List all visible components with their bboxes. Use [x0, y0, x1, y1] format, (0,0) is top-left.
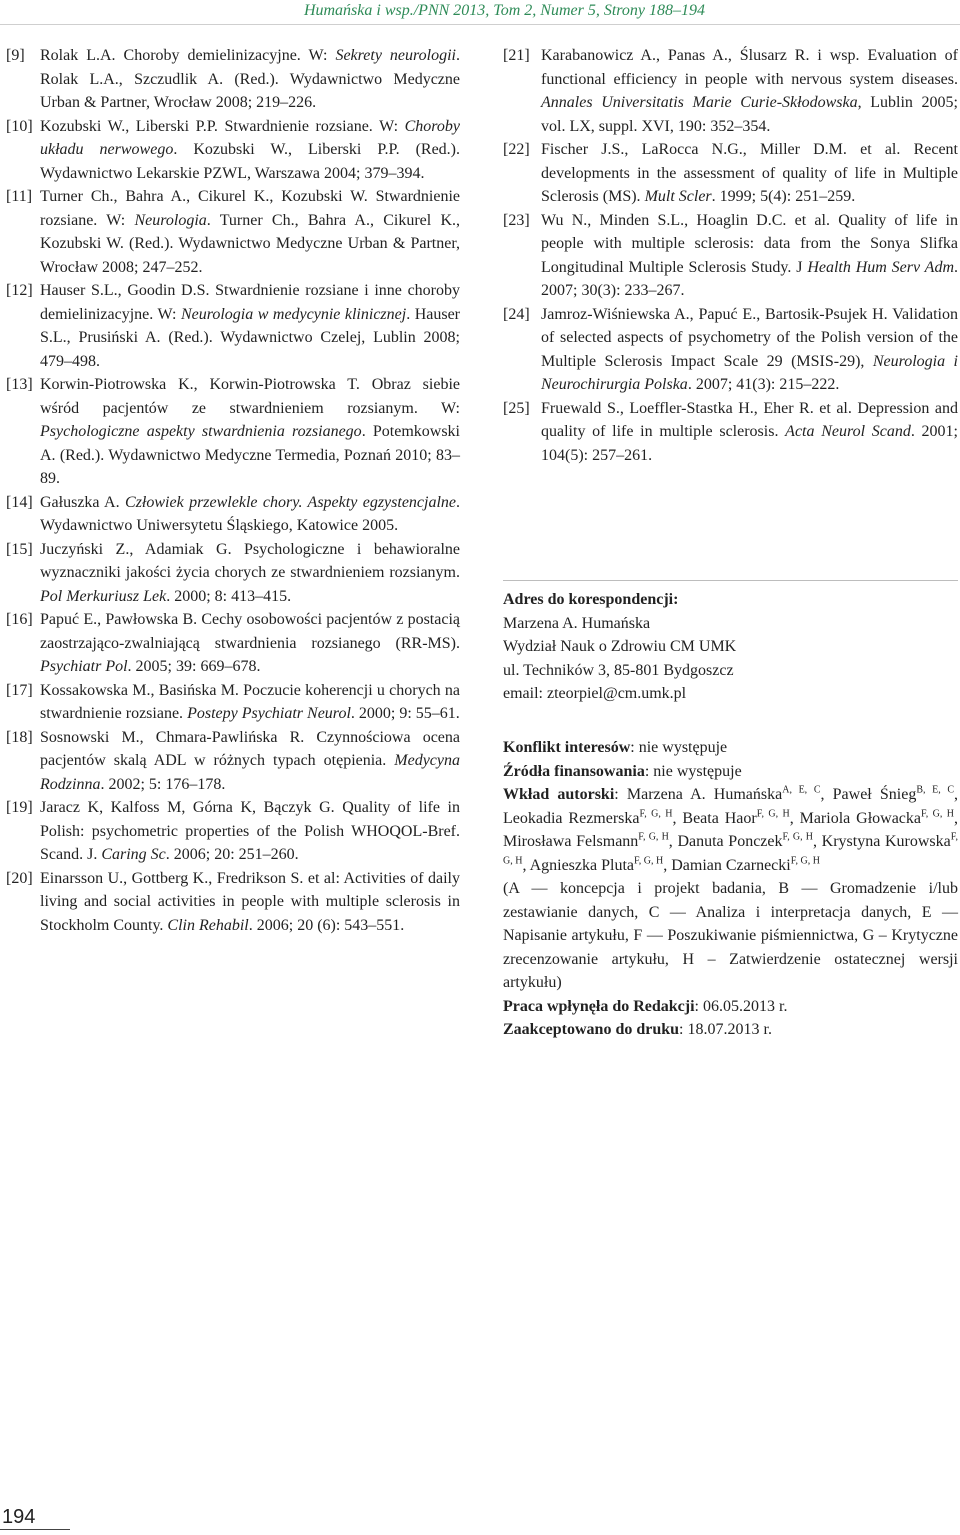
reference-item	[0, 608, 460, 679]
reference-item	[0, 796, 460, 867]
reference-item	[503, 44, 958, 138]
reference-number: [10]	[6, 117, 33, 135]
reference-number: [11]	[6, 188, 33, 205]
reference-number: [15]	[6, 540, 33, 558]
reference-number: [21]	[503, 47, 530, 64]
reference-item	[0, 867, 460, 938]
running-header: Humańska i wsp./PNN 2013, Tom 2, Numer 5, Strony 188–194	[303, 2, 705, 19]
reference-number: [12]	[6, 282, 33, 299]
reference-number: [24]	[503, 305, 530, 323]
reference-text: Jamroz-Wiśniewska A., Papuć E., Bartosik-Psujek H. Validation of selected aspects of psychometry of the Polish version of the Multiple Sclerosis Impact Scale 29 (MSIS-29), Neurologia i Neurochirurgia Polska. 2007; 41(3): 215–222.	[541, 305, 958, 393]
correspondence-email: email: zteorpiel@cm.umk.pl	[503, 685, 687, 702]
references-right-column	[503, 44, 958, 467]
reference-item	[0, 726, 460, 797]
reference-number: [14]	[6, 493, 33, 511]
references-left-column	[0, 44, 460, 937]
reference-text: Karabanowicz A., Panas A., Ślusarz R. i wsp. Evaluation of functional efficiency in people with nervous system diseases. Annales Universitatis Marie Curie-Skłodowska, Lublin 2005; vol. LX, suppl. XVI, 190: 352–354.	[541, 47, 959, 135]
funding-label: Źródła finansowania	[503, 762, 645, 780]
reference-text: Kossakowska M., Basińska M. Poczucie koherencji u chorych na stwardnienie rozsiane. Postepy Psychiatr Neurol. 2000; 9: 55–61.	[40, 681, 460, 722]
reference-item	[0, 491, 460, 538]
reference-item	[0, 279, 460, 373]
reference-number: [18]	[6, 728, 33, 746]
reference-number: [22]	[503, 141, 530, 158]
reference-item	[503, 397, 958, 468]
section-divider	[503, 580, 958, 581]
article-metadata: Konflikt interesów: nie występuje Źródła finansowania: nie występuje Wkład autorski: Marzena A. Humańska$^{A, E, C}$, Paweł Śnieg$^{B, E, C}$, Leokadia Rezmerska$^{F, G, H}$, Beata Haor$^{F, G, H}$, Mariola Głowacka$^{F, G, H}$, Mirosława Felsmann$^{F, G, H}$, Danuta Ponczek$^{F, G, H}$, Krystyna Kurowska$^{F, G, H}$, Agnieszka Pluta$^{F, G, H}$, Damian Czarnecki$^{F, G, H}$ (A — koncepcja i projekt badania, B — Gromadzenie i/lub zestawianie danych, C — Analiza i interpretacja danych, E — Napisanie artykułu, F — Poszukiwanie piśmiennictwa, G – Krytyczne zrecenzowanie artykułu, H – Zatwierdzenie ostatecznej wersji artykułu) Praca wpłynęła do Redakcji: 06.05.2013 r. Zaakceptowano do druku: 18.07.2013 r.	[503, 739, 959, 1038]
correspondence-address: ul. Techników 3, 85-801 Bydgoszcz	[503, 661, 734, 679]
received-date: 06.05.2013 r.	[703, 997, 788, 1015]
reference-text: Fruewald S., Loeffler-Stastka H., Eher R. et al. Depression and quality of life in multiple sclerosis. Acta Neurol Scand. 2001; 104(5): 257–261.	[541, 399, 959, 464]
page-number-rule	[0, 1529, 70, 1530]
correspondence-block: Adres do korespondencji: Marzena A. Humańska Wydział Nauk o Zdrowiu CM UMK ul. Techników 3, 85-801 Bydgoszcz email: zteorpiel@cm.umk.pl	[503, 588, 958, 706]
reference-item	[0, 185, 460, 279]
reference-item	[503, 138, 958, 209]
reference-text: Sosnowski M., Chmara-Pawlińska R. Czynnościowa ocena pacjentów skalą ADL w różnych typach otępienia. Medycyna Rodzinna. 2002; 5: 176–178.	[40, 728, 460, 793]
reference-text: Einarsson U., Gottberg K., Fredrikson S. et al: Activities of daily living and social activities in people with multiple sclerosis in Stockholm County. Clin Rehabil. 2006; 20 (6): 543–551.	[40, 869, 460, 934]
correspondence-name: Marzena A. Humańska	[503, 614, 651, 632]
reference-text: Hauser S.L., Goodin D.S. Stwardnienie rozsiane i inne choroby demielinizacyjne. W: Neurologia w medycynie klinicznej. Hauser S.L., Prusiński A. (Red.). Wydawnictwo Czelej, Lublin 2008; 479–498.	[40, 282, 461, 370]
reference-text: Papuć E., Pawłowska B. Cechy osobowości pacjentów z postacią zaostrzająco-zwalniającą stwardnienia rozsianego (RR-MS). Psychiatr Pol. 2005; 39: 669–678.	[40, 611, 460, 675]
reference-item	[503, 303, 958, 397]
contribution-authors: Marzena A. Humańska$^{A, E, C}$, Paweł Śnieg$^{B, E, C}$, Leokadia Rezmerska$^{F, G, H}$, Beata Haor$^{F, G, H}$, Mariola Głowacka$^{F, G, H}$, Mirosława Felsmann$^{F, G, H}$, Danuta Ponczek$^{F, G, H}$, Krystyna Kurowska$^{F, G, H}$, Agnieszka Pluta$^{F, G, H}$, Damian Czarnecki$^{F, G, H}$	[503, 784, 959, 874]
reference-text: Fischer J.S., LaRocca N.G., Miller D.M. et al. Recent developments in the assessment of quality of life in Multiple Sclerosis (MS). Mult Scler. 1999; 5(4): 251–259.	[541, 141, 958, 205]
funding-value: nie występuje	[653, 762, 742, 780]
reference-number: [17]	[6, 681, 33, 699]
reference-number: [9]	[6, 47, 25, 64]
reference-number: [19]	[6, 799, 33, 816]
correspondence-institution: Wydział Nauk o Zdrowiu CM UMK	[503, 638, 737, 655]
contribution-legend: (A — koncepcja i projekt badania, B — Gromadzenie i/lub zestawianie danych, C — Analiza i interpretacja danych, E — Napisanie artykułu, F — Poszukiwanie piśmiennictwa, G – Krytyczne zrecenzowanie artykułu, H – Zatwierdzenie ostatecznej wersji artykułu)	[503, 880, 958, 991]
reference-text: Jaracz K, Kalfoss M, Górna K, Bączyk G. Quality of life in Polish: psychometric properties of the Polish WHOQOL-Bref. Scand. J. Caring Sc. 2006; 20: 251–260.	[40, 799, 460, 863]
correspondence-label: Adres do korespondencji	[503, 591, 674, 608]
conflict-label: Konflikt interesów	[503, 739, 631, 756]
reference-text: Rolak L.A. Choroby demielinizacyjne. W: Sekrety neurologii. Rolak L.A., Szczudlik A. (Red.). Wydawnictwo Medyczne Urban & Partner, Wrocław 2008; 219–226.	[40, 47, 460, 111]
reference-text: Turner Ch., Bahra A., Cikurel K., Kozubski W. Stwardnienie rozsiane. W: Neurologia. Turner Ch., Bahra A., Cikurel K., Kozubski W. (Red.). Wydawnictwo Medyczne Urban & Partner, Wrocław 2008; 247–252.	[40, 188, 461, 276]
reference-text: Korwin-Piotrowska K., Korwin-Piotrowska T. Obraz siebie wśród pacjentów ze stwardnieniem rozsianym. W: Psychologiczne aspekty stwardnienia rozsianego. Potemkowski A. (Red.). Wydawnictwo Medyczne Termedia, Poznań 2010; 83–89.	[40, 376, 460, 487]
reference-number: [25]	[503, 399, 530, 417]
reference-number: [16]	[6, 611, 33, 628]
reference-item	[503, 209, 958, 303]
reference-item	[0, 44, 460, 115]
reference-item	[0, 538, 460, 609]
reference-text: Kozubski W., Liberski P.P. Stwardnienie rozsiane. W: Choroby układu nerwowego. Kozubski W., Liberski P.P. (Red.). Wydawnictwo Lekarskie PZWL, Warszawa 2004; 379–394.	[40, 117, 460, 182]
reference-number: [23]	[503, 211, 530, 229]
conflict-value: nie występuje	[638, 739, 728, 756]
reference-number: [13]	[6, 376, 33, 393]
accepted-date: 18.07.2013 r.	[687, 1021, 772, 1038]
contribution-label: Wkład autorski	[503, 786, 615, 803]
reference-item	[0, 679, 460, 726]
received-label: Praca wpłynęła do Redakcji	[503, 997, 695, 1015]
reference-text: Wu N., Minden S.L., Hoaglin D.C. et al. Quality of life in people with multiple sclerosis: data from the Sonya Slifka Longitudinal Multiple Sclerosis Study. J Health Hum Serv Adm. 2007; 30(3): 233–267.	[541, 211, 959, 299]
reference-item	[0, 373, 460, 491]
reference-text: Juczyński Z., Adamiak G. Psychologiczne i behawioralne wyznaczniki jakości życia chorych ze stwardnieniem rozsianym. Pol Merkuriusz Lek. 2000; 8: 413–415.	[40, 540, 460, 605]
accepted-label: Zaakceptowano do druku	[503, 1021, 680, 1038]
reference-number: [20]	[6, 869, 33, 887]
header-divider	[0, 24, 960, 25]
reference-item	[0, 115, 460, 186]
reference-text: Gałuszka A. Człowiek przewlekle chory. Aspekty egzystencjalne. Wydawnictwo Uniwersytetu Śląskiego, Katowice 2005.	[40, 493, 461, 534]
page-number: 194	[2, 1506, 36, 1528]
